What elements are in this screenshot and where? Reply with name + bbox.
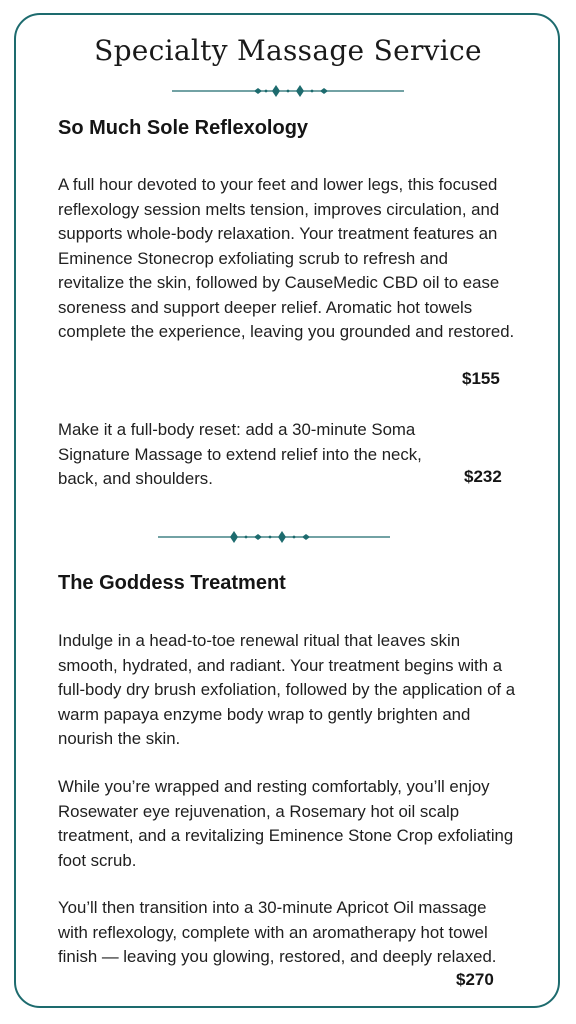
page-title: Specialty Massage Service bbox=[94, 34, 482, 67]
price-label: $270 bbox=[456, 970, 494, 989]
ornament-divider bbox=[158, 528, 390, 546]
price-label: $155 bbox=[462, 369, 500, 388]
section-heading: So Much Sole Reflexology bbox=[58, 117, 309, 139]
section-paragraph: While you’re wrapped and resting comfortably, you’ll enjoy Rosewater eye rejuvenation, a Rosemary hot oil scalp treatment, and a revitalizing Eminence Stone Crop exfoliating foot scrub. bbox=[58, 777, 514, 870]
section-description: A full hour devoted to your feet and lower legs, this focused reflexology session melts tension, improves circulation, and supports whole-body relaxation. Your treatment features an Eminence Stonecrop exfoliating scrub to refresh and revitalize the skin, followed by CauseMedic CBD oil to ease soreness and support deeper relief. Aromatic hot towels complete the experience, leaving you grounded and restored. bbox=[58, 175, 515, 341]
addon-price-label: $232 bbox=[464, 467, 502, 486]
section-paragraph: Indulge in a head-to-toe renewal ritual that leaves skin smooth, hydrated, and radiant. Your treatment begins with a full-body dry brush exfoliation, followed by the application of a warm papaya enzyme body wrap to gently brighten and nourish the skin. bbox=[58, 631, 516, 748]
addon-description: Make it a full-body reset: add a 30-minute Soma Signature Massage to extend relief into the neck, back, and shoulders. bbox=[58, 420, 422, 488]
ornament-divider bbox=[172, 82, 404, 100]
section-paragraph: You’ll then transition into a 30-minute Apricot Oil massage with reflexology, complete with an aromatherapy hot towel finish — leaving you glowing, restored, and deeply relaxed. bbox=[58, 898, 497, 966]
section-heading: The Goddess Treatment bbox=[58, 572, 286, 594]
